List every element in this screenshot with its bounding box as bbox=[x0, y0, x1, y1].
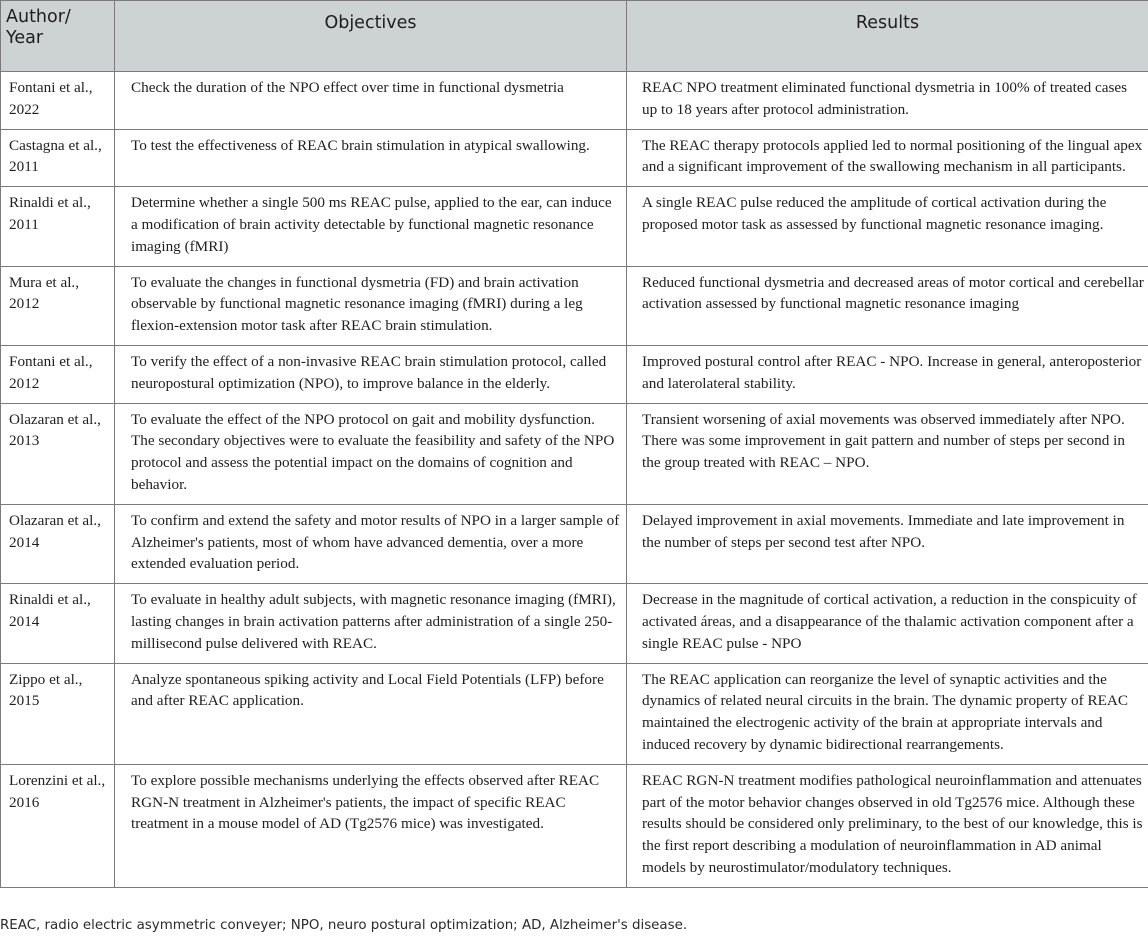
table-row bbox=[1, 266, 1148, 345]
objectives-cell: Analyze spontaneous spiking activity and Local Field Potentials (LFP) before and after REAC application. bbox=[115, 663, 627, 764]
objectives-cell: To explore possible mechanisms underlying the effects observed after REAC RGN-N treatment in Alzheimer's patients, the impact of specific REAC treatment in a mouse model of AD (Tg2576 mice) was investigated. bbox=[115, 764, 627, 887]
table-row bbox=[1, 345, 1148, 403]
table-row bbox=[1, 663, 1148, 764]
results-cell: Delayed improvement in axial movements. Immediate and late improvement in the number of steps per second test after NPO. bbox=[627, 504, 1148, 583]
table-row bbox=[1, 504, 1148, 583]
results-cell: The REAC therapy protocols applied led to normal positioning of the lingual apex and a significant improvement of the swallowing mechanism in all participants. bbox=[627, 129, 1148, 187]
column-header-results: Results bbox=[627, 1, 1148, 72]
author-year-cell: Olazaran et al., 2014 bbox=[1, 504, 115, 583]
results-cell: Improved postural control after REAC - NPO. Increase in general, anteroposterior and laterolateral stability. bbox=[627, 345, 1148, 403]
header-row bbox=[1, 1, 1148, 72]
author-year-cell: Castagna et al., 2011 bbox=[1, 129, 115, 187]
table-row bbox=[1, 187, 1148, 266]
author-year-cell: Lorenzini et al., 2016 bbox=[1, 764, 115, 887]
objectives-cell: To confirm and extend the safety and motor results of NPO in a larger sample of Alzheimer's patients, most of whom have advanced dementia, over a more extended evaluation period. bbox=[115, 504, 627, 583]
objectives-cell: To evaluate in healthy adult subjects, with magnetic resonance imaging (fMRI), lasting changes in brain activation patterns after administration of a single 250-millisecond pulse delivered with REAC. bbox=[115, 584, 627, 663]
objectives-cell: Check the duration of the NPO effect over time in functional dysmetria bbox=[115, 72, 627, 130]
table-row bbox=[1, 584, 1148, 663]
results-cell: A single REAC pulse reduced the amplitude of cortical activation during the proposed motor task as assessed by functional magnetic resonance imaging. bbox=[627, 187, 1148, 266]
table-row bbox=[1, 764, 1148, 887]
author-year-cell: Fontani et al., 2012 bbox=[1, 345, 115, 403]
objectives-cell: To evaluate the effect of the NPO protocol on gait and mobility dysfunction. The secondary objectives were to evaluate the feasibility and safety of the NPO protocol and assess the potential impact on the domains of cognition and behavior. bbox=[115, 403, 627, 504]
objectives-cell: To verify the effect of a non-invasive REAC brain stimulation protocol, called neuropostural optimization (NPO), to improve balance in the elderly. bbox=[115, 345, 627, 403]
author-year-cell: Fontani et al., 2022 bbox=[1, 72, 115, 130]
author-year-cell: Rinaldi et al., 2014 bbox=[1, 584, 115, 663]
column-header-author-year: Author/ Year bbox=[1, 1, 115, 72]
objectives-cell: Determine whether a single 500 ms REAC pulse, applied to the ear, can induce a modification of brain activity detectable by functional magnetic resonance imaging (fMRI) bbox=[115, 187, 627, 266]
results-cell: The REAC application can reorganize the level of synaptic activities and the dynamics of related neural circuits in the brain. The dynamic property of REAC maintained the electrogenic activity of the brain at appropriate intervals and induced recovery by dynamic bidirectional rearrangements. bbox=[627, 663, 1148, 764]
objectives-cell: To evaluate the changes in functional dysmetria (FD) and brain activation observable by functional magnetic resonance imaging (fMRI) during a leg flexion-extension motor task after REAC brain stimulation. bbox=[115, 266, 627, 345]
author-year-cell: Zippo et al., 2015 bbox=[1, 663, 115, 764]
results-cell: REAC NPO treatment eliminated functional dysmetria in 100% of treated cases up to 18 years after protocol administration. bbox=[627, 72, 1148, 130]
results-cell: Reduced functional dysmetria and decreased areas of motor cortical and cerebellar activation assessed by functional magnetic resonance imaging bbox=[627, 266, 1148, 345]
table-footnote: REAC, radio electric asymmetric conveyer; NPO, neuro postural optimization; AD, Alzheimer's disease. bbox=[0, 918, 688, 933]
author-year-cell: Mura et al., 2012 bbox=[1, 266, 115, 345]
results-cell: Decrease in the magnitude of cortical activation, a reduction in the conspicuity of activated áreas, and a disappearance of the thalamic activation component after a single REAC pulse - NPO bbox=[627, 584, 1148, 663]
author-year-cell: Olazaran et al., 2013 bbox=[1, 403, 115, 504]
author-year-cell: Rinaldi et al., 2011 bbox=[1, 187, 115, 266]
results-cell: REAC RGN-N treatment modifies pathological neuroinflammation and attenuates part of the motor behavior changes observed in old Tg2576 mice. Although these results should be considered only preliminary, to the best of our knowledge, this is the first report describing a modulation of neuroinflammation in AD animal models by neurostimulator/modulatory techniques. bbox=[627, 764, 1148, 887]
table-row bbox=[1, 403, 1148, 504]
column-header-objectives: Objectives bbox=[115, 1, 627, 72]
results-cell: Transient worsening of axial movements was observed immediately after NPO. There was some improvement in gait pattern and number of steps per second in the group treated with REAC – NPO. bbox=[627, 403, 1148, 504]
table-row bbox=[1, 72, 1148, 130]
table-row bbox=[1, 129, 1148, 187]
objectives-cell: To test the effectiveness of REAC brain stimulation in atypical swallowing. bbox=[115, 129, 627, 187]
